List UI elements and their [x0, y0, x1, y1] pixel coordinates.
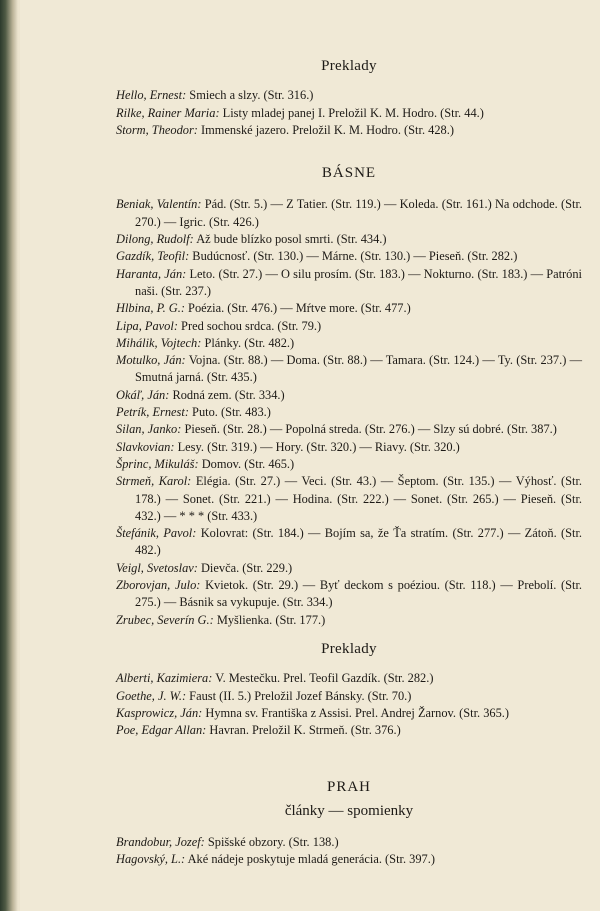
list-item — [116, 231, 582, 248]
entry-text: Domov. (Str. 465.) — [198, 456, 295, 471]
entry-text: Havran. Preložil K. Strmeň. (Str. 376.) — [206, 723, 401, 738]
entry-text: Poézia. (Str. 476.) — Mŕtve more. (Str. 477.) — [184, 301, 411, 316]
entry-text: Kvietok. (Str. 29.) — Byť deckom s poéziou. (Str. 118.) — Prebolí. (Str. 275.) — Básnik sa vykupuje. (Str. 334.) — [135, 578, 582, 610]
entry-author: Brandobur, Jozef: — [116, 834, 205, 849]
entry-author: Petrík, Ernest: — [116, 405, 189, 420]
entry-text: Leto. (Str. 27.) — O silu prosím. (Str. 183.) — Nokturno. (Str. 183.) — Patróni naši. (Str. 237.) — [135, 266, 582, 298]
entry-text: Vojna. (Str. 88.) — Doma. (Str. 88.) — Tamara. (Str. 124.) — Ty. (Str. 237.) — Smutná jarná. (Str. 435.) — [135, 353, 582, 385]
entry-author: Dilong, Rudolf: — [116, 232, 194, 247]
entry-author: Mihálik, Vojtech: — [116, 335, 202, 350]
entry-text: Pred sochou srdca. (Str. 79.) — [177, 318, 322, 333]
list-item — [116, 352, 582, 387]
list-item — [116, 705, 582, 722]
entry-text: Dievča. (Str. 229.) — [197, 560, 293, 575]
entry-text: Aké nádeje poskytuje mladá generácia. (Str. 397.) — [185, 852, 435, 867]
list-item — [116, 105, 582, 122]
entry-text: Kolovrat: (Str. 184.) — Bojím sa, že Ťa stratím. (Str. 277.) — Zátoň. (Str. 482.) — [135, 526, 583, 558]
entry-text: V. Mestečku. Prel. Teofil Gazdík. (Str. 282.) — [212, 671, 434, 686]
entry-author: Strmeň, Karol: — [116, 474, 192, 489]
entry-text: Puto. (Str. 483.) — [188, 405, 271, 420]
entry-text: Listy mladej panej I. Preložil K. M. Hodro. (Str. 44.) — [219, 105, 484, 120]
entry-text: Rodná zem. (Str. 334.) — [169, 387, 285, 402]
list-item — [116, 670, 582, 687]
entry-author: Motulko, Ján: — [116, 353, 186, 368]
entry-text: Smiech a slzy. (Str. 316.) — [186, 88, 314, 103]
entry-author: Slavkovian: — [116, 439, 175, 454]
list-item — [116, 318, 582, 335]
entry-author: Alberti, Kazimiera: — [116, 671, 213, 686]
entry-author: Silan, Janko: — [116, 422, 182, 437]
list-item — [116, 196, 582, 231]
entry-text: Spišské obzory. (Str. 138.) — [204, 834, 339, 849]
list-item — [116, 834, 582, 851]
list-item — [116, 577, 582, 612]
heading-preklady-basne: Preklady — [321, 640, 377, 657]
list-preklady-basne — [116, 670, 582, 739]
entry-text: Lesy. (Str. 319.) — Hory. (Str. 320.) — Riavy. (Str. 320.) — [174, 439, 460, 454]
subtitle-clanky: články — spomienky — [284, 802, 414, 819]
entry-text: Až bude blízko posol smrti. (Str. 434.) — [193, 232, 387, 247]
list-item — [116, 456, 582, 473]
entry-text: Immenské jazero. Preložil K. M. Hodro. (Str. 428.) — [197, 122, 454, 137]
entry-author: Haranta, Ján: — [116, 266, 187, 281]
list-preklady — [116, 87, 582, 139]
entry-author: Veigl, Svetoslav: — [116, 560, 198, 575]
list-item — [116, 851, 582, 868]
book-page — [20, 0, 600, 911]
entry-author: Rilke, Rainer Maria: — [116, 105, 220, 120]
entry-author: Štefánik, Pavol: — [116, 526, 197, 541]
heading-basne: BÁSNE — [321, 165, 377, 182]
entry-author: Storm, Theodor: — [116, 122, 198, 137]
list-item — [116, 87, 582, 104]
entry-text: Elégia. (Str. 27.) — Veci. (Str. 43.) — Šeptom. (Str. 135.) — Výhosť. (Str. 178.) — Sonet. (Str. 221.) — Hodina. (Str. 222.) — Sonet. (Str. 265.) — Pieseň. (Str. 432.) — * * * (Str. 433.) — [135, 474, 582, 523]
entry-author: Okáľ, Ján: — [116, 387, 170, 402]
entry-text: Pieseň. (Str. 28.) — Popolná streda. (Str. 276.) — Slzy sú dobré. (Str. 387.) — [181, 422, 557, 437]
entry-author: Hello, Ernest: — [116, 88, 187, 103]
list-item — [116, 421, 582, 438]
list-item — [116, 560, 582, 577]
book-binding-edge — [0, 0, 18, 911]
list-item — [116, 722, 582, 739]
page-content — [116, 58, 582, 869]
entry-author: Kasprowicz, Ján: — [116, 705, 203, 720]
list-item — [116, 122, 582, 139]
entry-text: Pád. (Str. 5.) — Z Tatier. (Str. 119.) — Koleda. (Str. 161.) Na odchode. (Str. 270.) — Igric. (Str. 426.) — [135, 197, 582, 229]
entry-author: Gazdík, Teofil: — [116, 249, 190, 264]
entry-author: Hagovský, L.: — [116, 852, 186, 867]
entry-author: Lipa, Pavol: — [116, 318, 178, 333]
list-basne — [116, 196, 582, 628]
entry-author: Zrubec, Severín G.: — [116, 612, 214, 627]
list-item — [116, 439, 582, 456]
entry-text: Budúcnosť. (Str. 130.) — Márne. (Str. 130.) — Pieseň. (Str. 282.) — [189, 249, 518, 264]
list-item — [116, 473, 582, 525]
list-item — [116, 612, 582, 629]
list-item — [116, 525, 582, 560]
list-item — [116, 387, 582, 404]
entry-text: Faust (II. 5.) Preložil Jozef Bánsky. (Str. 70.) — [186, 688, 412, 703]
heading-preklady: Preklady — [321, 58, 377, 74]
list-item — [116, 404, 582, 421]
entry-text: Hymna sv. Františka z Assisi. Prel. Andrej Žarnov. (Str. 365.) — [202, 705, 510, 720]
entry-author: Zborovjan, Julo: — [116, 578, 201, 593]
list-item — [116, 688, 582, 705]
list-item — [116, 335, 582, 352]
entry-text: Plánky. (Str. 482.) — [201, 335, 295, 350]
entry-text: Myšlienka. (Str. 177.) — [213, 612, 326, 627]
entry-author: Beniak, Valentín: — [116, 197, 202, 212]
entry-author: Hlbina, P. G.: — [116, 301, 185, 316]
heading-prah: PRAH — [326, 779, 371, 796]
list-item — [116, 248, 582, 265]
list-item — [116, 266, 582, 301]
list-item — [116, 300, 582, 317]
list-prah — [116, 834, 582, 869]
entry-author: Poe, Edgar Allan: — [116, 723, 207, 738]
entry-author: Goethe, J. W.: — [116, 688, 187, 703]
entry-author: Šprinc, Mikuláš: — [116, 456, 199, 471]
